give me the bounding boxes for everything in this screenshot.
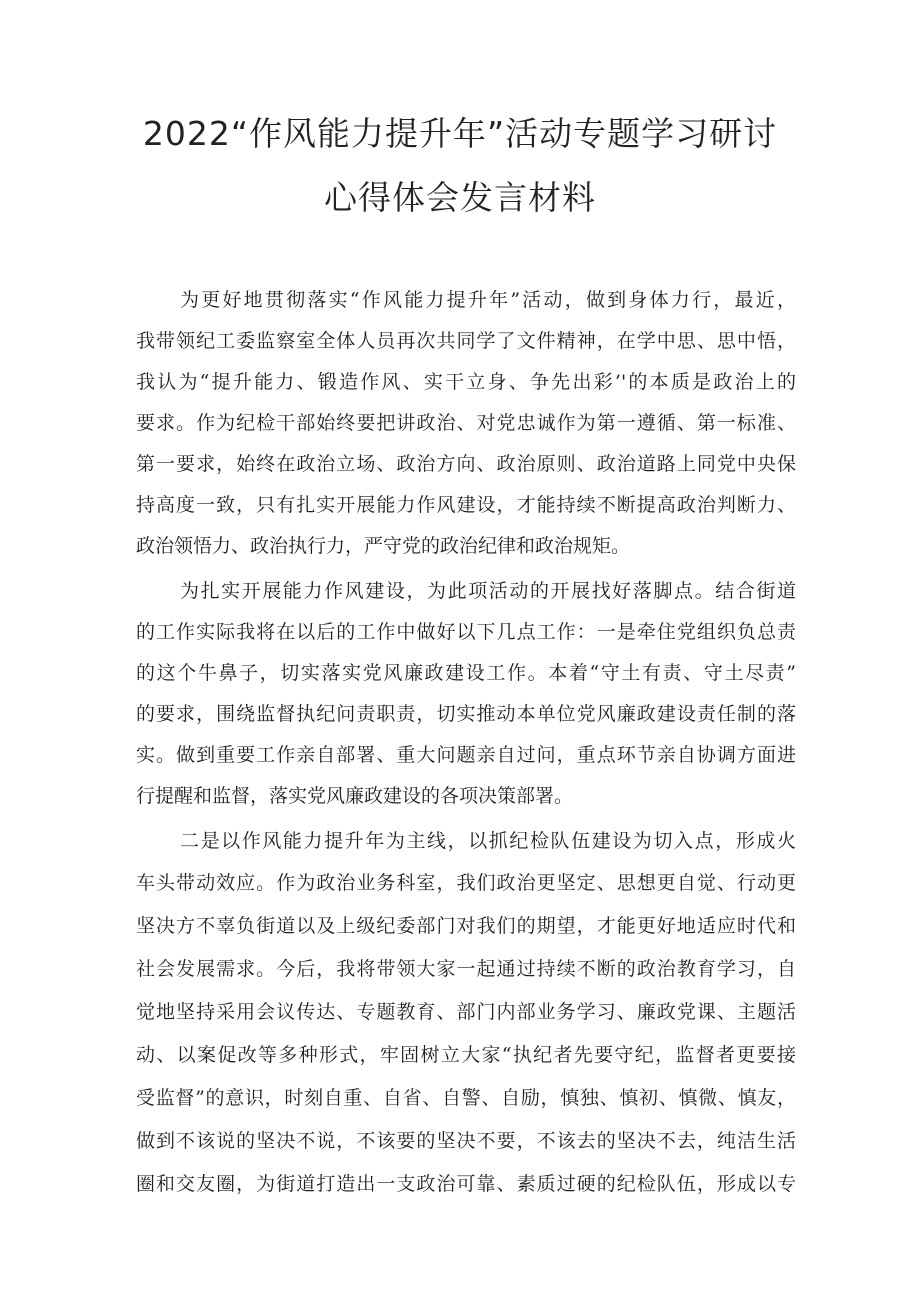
paragraph-3-line: 觉地坚持采用会议传达、专题教育、部门内部业务学习、廉政党课、主题活 (136, 1001, 796, 1023)
paragraph-2-line: 的要求，围绕监督执纪问责职责，切实推动本单位党风廉政建设责任制的落 (136, 703, 796, 725)
paragraph-1-line: 为更好地贯彻落实“作风能力提升年”活动，做到身体力行，最近， (180, 289, 796, 311)
paragraph-3-line: 车头带动效应。作为政治业务科室，我们政治更坚定、思想更自觉、行动更 (136, 872, 796, 894)
paragraph-3-line: 动、以案促改等多种形式，牢固树立大家“执纪者先要守纪，监督者更要接 (136, 1044, 796, 1066)
paragraph-2-line: 为扎实开展能力作风建设，为此项活动的开展找好落脚点。结合街道 (180, 580, 796, 602)
document-title-line-2: 心得体会发言材料 (324, 178, 596, 217)
paragraph-3-line: 受监督”的意识，时刻自重、自省、自警、自励，慎独、慎初、慎微、慎友， (136, 1087, 796, 1109)
paragraph-2-line: 实。做到重要工作亲自部署、重大问题亲自过问，重点环节亲自协调方面进 (136, 744, 796, 766)
paragraph-3-line: 圈和交友圈，为街道打造出一支政治可靠、素质过硬的纪检队伍，形成以专 (136, 1173, 796, 1195)
paragraph-1-line: 我带领纪工委监察室全体人员再次共同学了文件精神，在学中思、思中悟， (136, 330, 796, 352)
paragraph-2-line: 的工作实际我将在以后的工作中做好以下几点工作：一是牵住党组织负总责 (136, 621, 796, 643)
paragraph-1-line: 要求。作为纪检干部始终要把讲政治、对党忠诚作为第一遵循、第一标准、 (136, 412, 796, 434)
paragraph-3-line: 坚决方不辜负街道以及上级纪委部门对我们的期望，才能更好地适应时代和 (136, 915, 796, 937)
paragraph-3-line: 社会发展需求。今后，我将带领大家一起通过持续不断的政治教育学习，自 (136, 958, 796, 980)
document-title-line-1: 2022“作风能力提升年”活动专题学习研讨 (142, 114, 778, 153)
paragraph-1-line: 我认为“提升能力、锻造作风、实干立身、争先出彩’'的本质是政治上的 (136, 371, 796, 393)
paragraph-1-line: 政治领悟力、政治执行力，严守党的政治纪律和政治规矩。 (136, 535, 631, 557)
paragraph-2-line: 行提醒和监督，落实党风廉政建设的各项决策部署。 (136, 785, 574, 807)
paragraph-2-line: 的这个牛鼻子，切实落实党风廉政建设工作。本着“守土有责、守土尽责” (136, 662, 796, 684)
paragraph-1-line: 持高度一致，只有扎实开展能力作风建设，才能持续不断提高政治判断力、 (136, 494, 796, 516)
paragraph-3-line: 二是以作风能力提升年为主线，以抓纪检队伍建设为切入点，形成火 (180, 830, 796, 852)
paragraph-3-line: 做到不该说的坚决不说，不该要的坚决不要，不该去的坚决不去，纯洁生活 (136, 1130, 796, 1152)
paragraph-1-line: 第一要求，始终在政治立场、政治方向、政治原则、政治道路上同党中央保 (136, 453, 796, 475)
